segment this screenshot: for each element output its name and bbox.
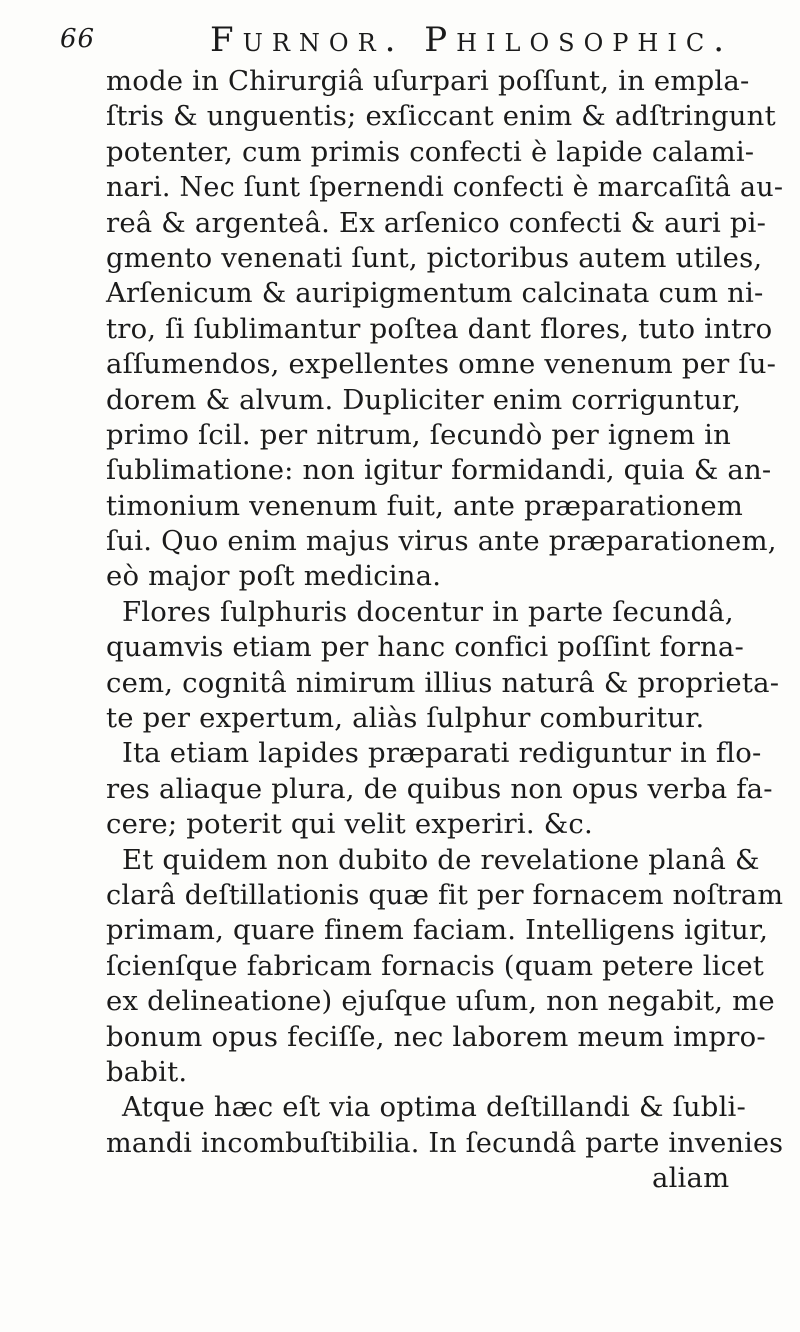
text-line: res aliaque plura, de quibus non opus verba fa- [106,772,773,805]
text-line: bonum opus feciſſe, nec laborem meum impro- [106,1020,766,1053]
text-line: clarâ deſtillationis quæ fit per fornacem noſtram [106,879,784,911]
text-line: Arſenicum & auripigmentum calcinata cum ni- [106,277,764,310]
text-line: ſtris & unguentis; exſiccant enim & adſtringunt [106,100,776,133]
text-line: quamvis etiam per hanc confici poſſint forna- [106,631,744,664]
text-line: reâ & argenteâ. Ex arſenico confecti & auri pi- [106,206,767,239]
text-line: gmento venenati ſunt, pictoribus autem utiles, [106,241,763,274]
text-line: mandi incombuſtibilia. In ſecundâ parte invenies [106,1127,784,1159]
text-line: cem, cognitâ nimirum illius naturâ & proprieta- [106,666,780,699]
text-line: mode in Chirurgiâ uſurpari poſſunt, in empla- [106,65,750,97]
paragraph-start-line: Et quidem non dubito de revelatione planâ & [122,843,760,876]
text-line: potenter, cum primis confecti è lapide calami- [106,135,755,168]
text-line: nari. Nec ſunt ſpernendi confecti è marcaſitâ au- [106,172,784,204]
text-line: ſui. Quo enim majus virus ante præparationem, [106,525,777,558]
page-number: 66 [60,24,96,54]
body-text [106,64,796,1197]
text-line: timonium venenum fuit, ante præparationem [106,489,744,522]
catchword: aliam [652,1162,730,1195]
paragraph-start-line: Ita etiam lapides præparati rediguntur in flo- [122,737,762,770]
text-line: eò major poſt medicina. [106,560,442,593]
running-head [0,20,800,60]
text-line: cere; poterit qui velit experiri. &c. [106,808,593,841]
text-line: te per expertum, aliàs ſulphur comburitur. [106,702,705,735]
text-line: dorem & alvum. Dupliciter enim corriguntur, [106,383,742,416]
text-line: ſcienſque fabricam fornacis (quam petere licet [106,949,765,982]
text-line: primam, quare finem faciam. Intelligens igitur, [106,914,769,947]
text-line: babit. [106,1055,188,1088]
text-line: tro, ſi ſublimantur poſtea dant flores, tuto intro [106,312,773,345]
text-line: ex delineatione) ejuſque uſum, non negabit, me [106,985,775,1018]
text-line: aſſumendos, expellentes omne venenum per ſu- [106,348,777,381]
text-line: primo ſcil. per nitrum, ſecundò per ignem in [106,418,732,451]
text-line: ſublimatione: non igitur formidandi, quia & an- [106,454,772,487]
running-title: Furnor. Philosophic. [210,20,733,60]
paragraph-start-line: Flores ſulphuris docentur in parte ſecundâ, [122,595,734,628]
paragraph-start-line: Atque hæc eſt via optima deſtillandi & ſubli- [122,1091,747,1124]
